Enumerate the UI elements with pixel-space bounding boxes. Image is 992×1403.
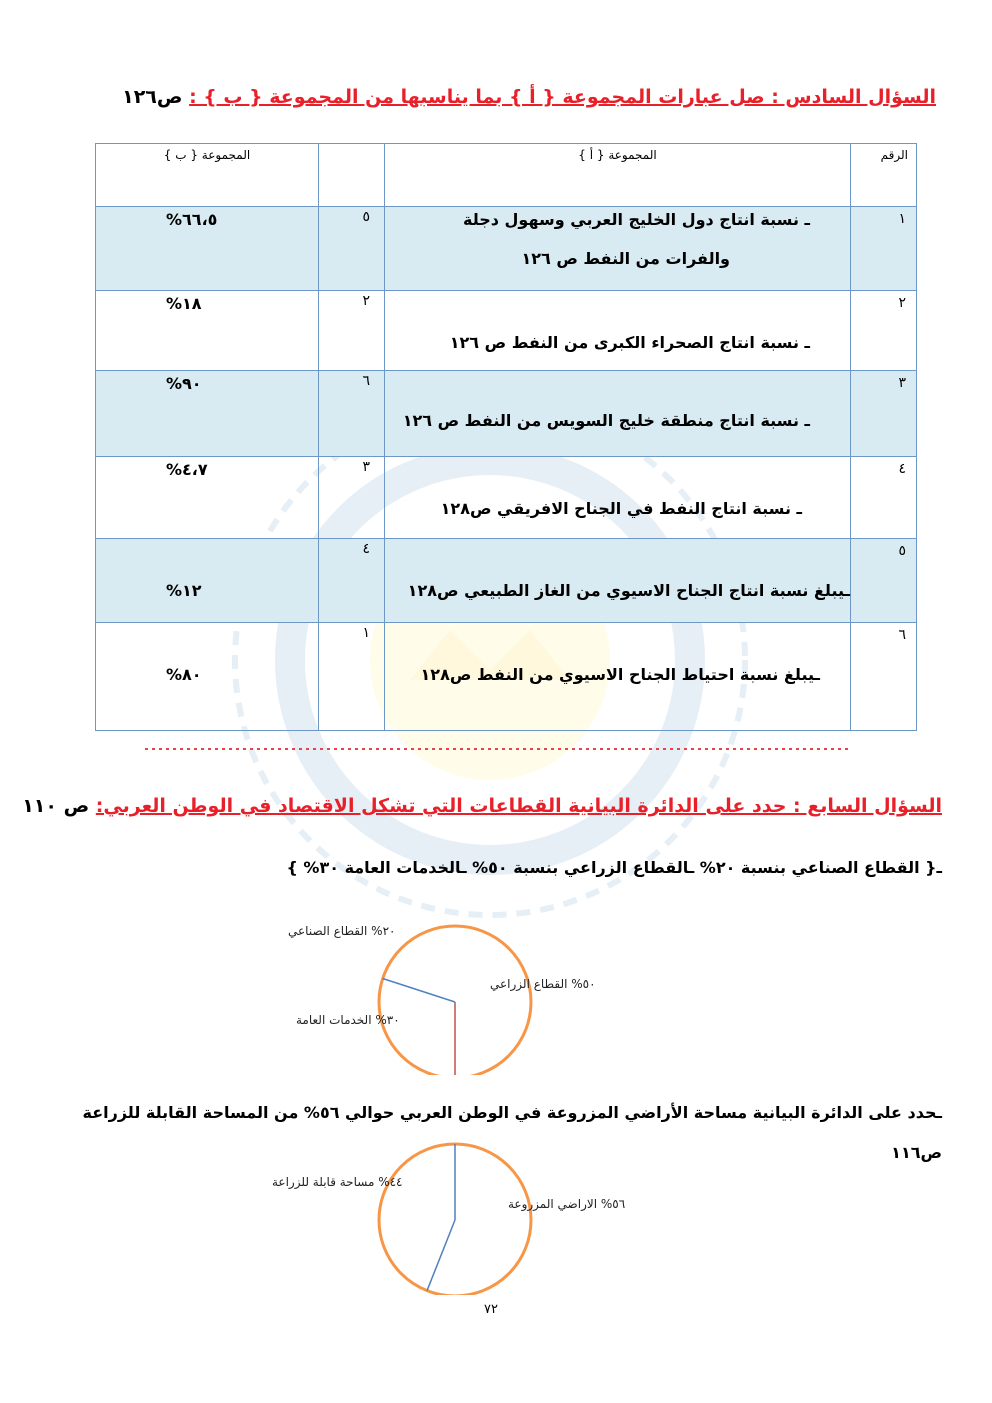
row-num: ٣ bbox=[851, 371, 917, 457]
row-statement bbox=[385, 207, 851, 291]
table-header-row bbox=[96, 144, 917, 207]
header-group-a: المجموعة { أ } bbox=[385, 144, 851, 207]
table-row bbox=[96, 623, 917, 731]
value-text: %١٢ bbox=[166, 581, 202, 600]
row-answer-num: ٣ bbox=[319, 457, 385, 539]
value-text: %٦٦،٥ bbox=[166, 210, 218, 229]
dotted-separator bbox=[145, 745, 850, 753]
value-text: %٨٠ bbox=[166, 665, 202, 684]
row-num: ٦ bbox=[851, 623, 917, 731]
table-row bbox=[96, 291, 917, 371]
page-number: ٧٢ bbox=[484, 1302, 498, 1317]
pie-label-industry: ٢٠% القطاع الصناعي bbox=[288, 924, 396, 938]
row-num: ٤ bbox=[851, 457, 917, 539]
task2-line-2: ص١١٦ bbox=[891, 1143, 942, 1162]
row-statement bbox=[385, 291, 851, 371]
row-statement bbox=[385, 457, 851, 539]
q6-page-ref: ص١٢٦ bbox=[122, 86, 183, 108]
sectors-line: ـ{ القطاع الصناعي بنسبة ٢٠% ـالقطاع الزراعي بنسبة ٥٠% ـالخدمات العامة ٣٠% } bbox=[286, 858, 942, 877]
q6-heading-text: السؤال السادس : صل عبارات المجموعة { أ } بما يناسبها من المجموعة { ب } : bbox=[189, 86, 936, 108]
pie-label-agri: ٥٠% القطاع الزراعي bbox=[490, 977, 596, 991]
q7-heading bbox=[22, 795, 942, 817]
row-answer-num: ٦ bbox=[319, 371, 385, 457]
header-blank bbox=[319, 144, 385, 207]
statement-line: ـ نسبة انتاج النفط في الجناح الافريقي ص١٢٨ bbox=[440, 499, 802, 518]
row-statement bbox=[385, 539, 851, 623]
row-value bbox=[96, 291, 319, 371]
value-text: %٩٠ bbox=[166, 374, 202, 393]
statement-line: ـيبلغ نسبة انتاج الجناح الاسيوي من الغاز الطبيعي ص١٢٨ bbox=[407, 581, 850, 600]
table-row bbox=[96, 539, 917, 623]
header-group-b: المجموعة { ب } bbox=[96, 144, 319, 207]
row-value bbox=[96, 207, 319, 291]
row-num: ٥ bbox=[851, 539, 917, 623]
row-answer-num: ٤ bbox=[319, 539, 385, 623]
q6-heading bbox=[122, 86, 936, 108]
row-num: ٢ bbox=[851, 291, 917, 371]
row-value bbox=[96, 623, 319, 731]
value-text: %١٨ bbox=[166, 294, 202, 313]
row-value bbox=[96, 371, 319, 457]
statement-line: ـيبلغ نسبة احتياط الجناح الاسيوي من النفط ص١٢٨ bbox=[420, 665, 820, 684]
statement-line: ـ نسبة انتاج منطقة خليج السويس من النفط ص ١٢٦ bbox=[402, 411, 810, 430]
statement-line: ـ نسبة انتاج الصحراء الكبرى من النفط ص ١٢٦ bbox=[449, 333, 810, 352]
q7-heading-text: السؤال السابع : حدد على الدائرة البيانية القطاعات التي تشكل الاقتصاد في الوطن العربي: bbox=[95, 795, 942, 817]
row-num: ١ bbox=[851, 207, 917, 291]
row-value bbox=[96, 539, 319, 623]
row-answer-num: ٢ bbox=[319, 291, 385, 371]
value-text: %٤،٧ bbox=[166, 460, 208, 479]
table-row bbox=[96, 371, 917, 457]
pie-label-services: ٣٠% الخدمات العامة bbox=[296, 1013, 400, 1027]
pie-label-cultivated: ٥٦% الاراضي المزروعة bbox=[508, 1197, 626, 1211]
table-row bbox=[96, 207, 917, 291]
row-statement bbox=[385, 623, 851, 731]
row-statement bbox=[385, 371, 851, 457]
row-answer-num: ٥ bbox=[319, 207, 385, 291]
matching-table bbox=[95, 143, 917, 731]
pie-label-arable: ٤٤% مساحة قابلة للزراعة bbox=[272, 1175, 403, 1189]
table-row bbox=[96, 457, 917, 539]
statement-line-1: ـ نسبة انتاج دول الخليج العربي وسهول دجلة bbox=[462, 210, 810, 229]
q7-page-ref: ص ١١٠ bbox=[22, 795, 90, 817]
statement-line-2: والفرات من النفط ص ١٢٦ bbox=[521, 249, 730, 268]
task2-line-1: ـحدد على الدائرة البيانية مساحة الأراضي المزروعة في الوطن العربي حوالي ٥٦% من المساحة القابلة للزراعة bbox=[82, 1103, 942, 1122]
row-value bbox=[96, 457, 319, 539]
header-num: الرقم bbox=[851, 144, 917, 207]
row-answer-num: ١ bbox=[319, 623, 385, 731]
